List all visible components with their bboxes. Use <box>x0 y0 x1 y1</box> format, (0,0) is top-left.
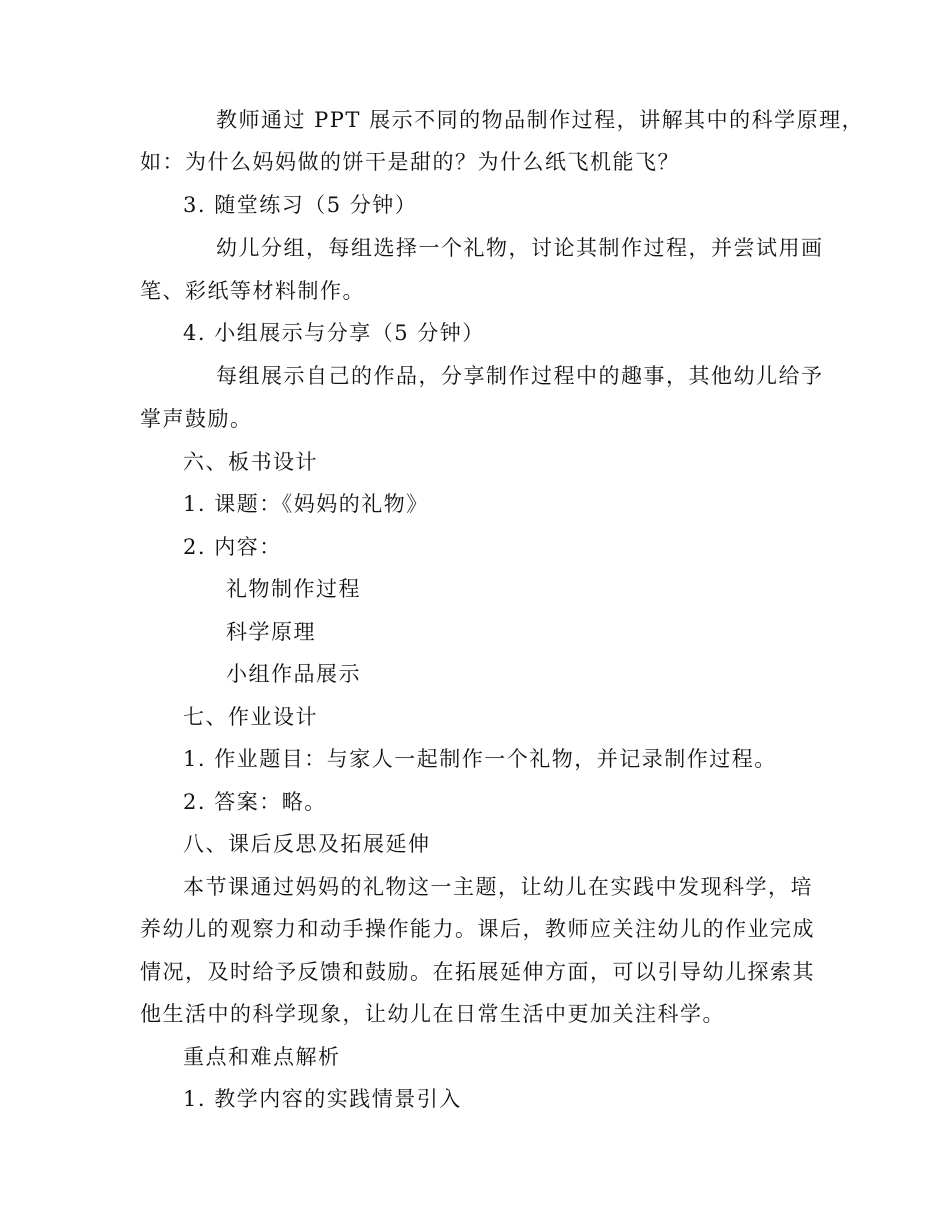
text-line: 幼儿分组，每组选择一个礼物，讨论其制作过程，并尝试用画 <box>216 236 824 260</box>
text-line: 如：为什么妈妈做的饼干是甜的？为什么纸飞机能飞？ <box>140 150 680 174</box>
text-line: 1. 作业题目：与家人一起制作一个礼物，并记录制作过程。 <box>183 747 777 771</box>
text-line: 他生活中的科学现象，让幼儿在日常生活中更加关注科学。 <box>140 1002 725 1026</box>
text-line: 礼物制作过程 <box>226 577 361 601</box>
text-line: 3. 随堂练习（5 分钟） <box>183 193 418 217</box>
text-line: 教师通过 PPT 展示不同的物品制作过程，讲解其中的科学原理， <box>216 108 865 132</box>
text-line: 养幼儿的观察力和动手操作能力。课后，教师应关注幼儿的作业完成 <box>140 917 815 941</box>
section-heading: 七、作业设计 <box>183 705 318 729</box>
text-line: 2. 内容： <box>183 535 282 559</box>
text-line: 情况，及时给予反馈和鼓励。在拓展延伸方面，可以引导幼儿探索其 <box>140 960 815 984</box>
text-line: 每组展示自己的作品，分享制作过程中的趣事，其他幼儿给予 <box>216 364 824 388</box>
section-heading: 八、课后反思及拓展延伸 <box>183 832 431 856</box>
text-line: 科学原理 <box>226 620 316 644</box>
text-line: 小组作品展示 <box>226 662 361 686</box>
text-line: 本节课通过妈妈的礼物这一主题，让幼儿在实践中发现科学，培 <box>183 875 813 899</box>
text-line: 4. 小组展示与分享（5 分钟） <box>183 321 485 345</box>
text-line: 1. 教学内容的实践情景引入 <box>183 1087 462 1111</box>
text-line: 1. 课题：《妈妈的礼物》 <box>183 492 429 516</box>
section-heading: 重点和难点解析 <box>183 1045 341 1069</box>
text-line: 掌声鼓励。 <box>140 407 253 431</box>
text-line: 2. 答案：略。 <box>183 790 327 814</box>
text-line: 笔、彩纸等材料制作。 <box>140 279 365 303</box>
section-heading: 六、板书设计 <box>183 450 318 474</box>
